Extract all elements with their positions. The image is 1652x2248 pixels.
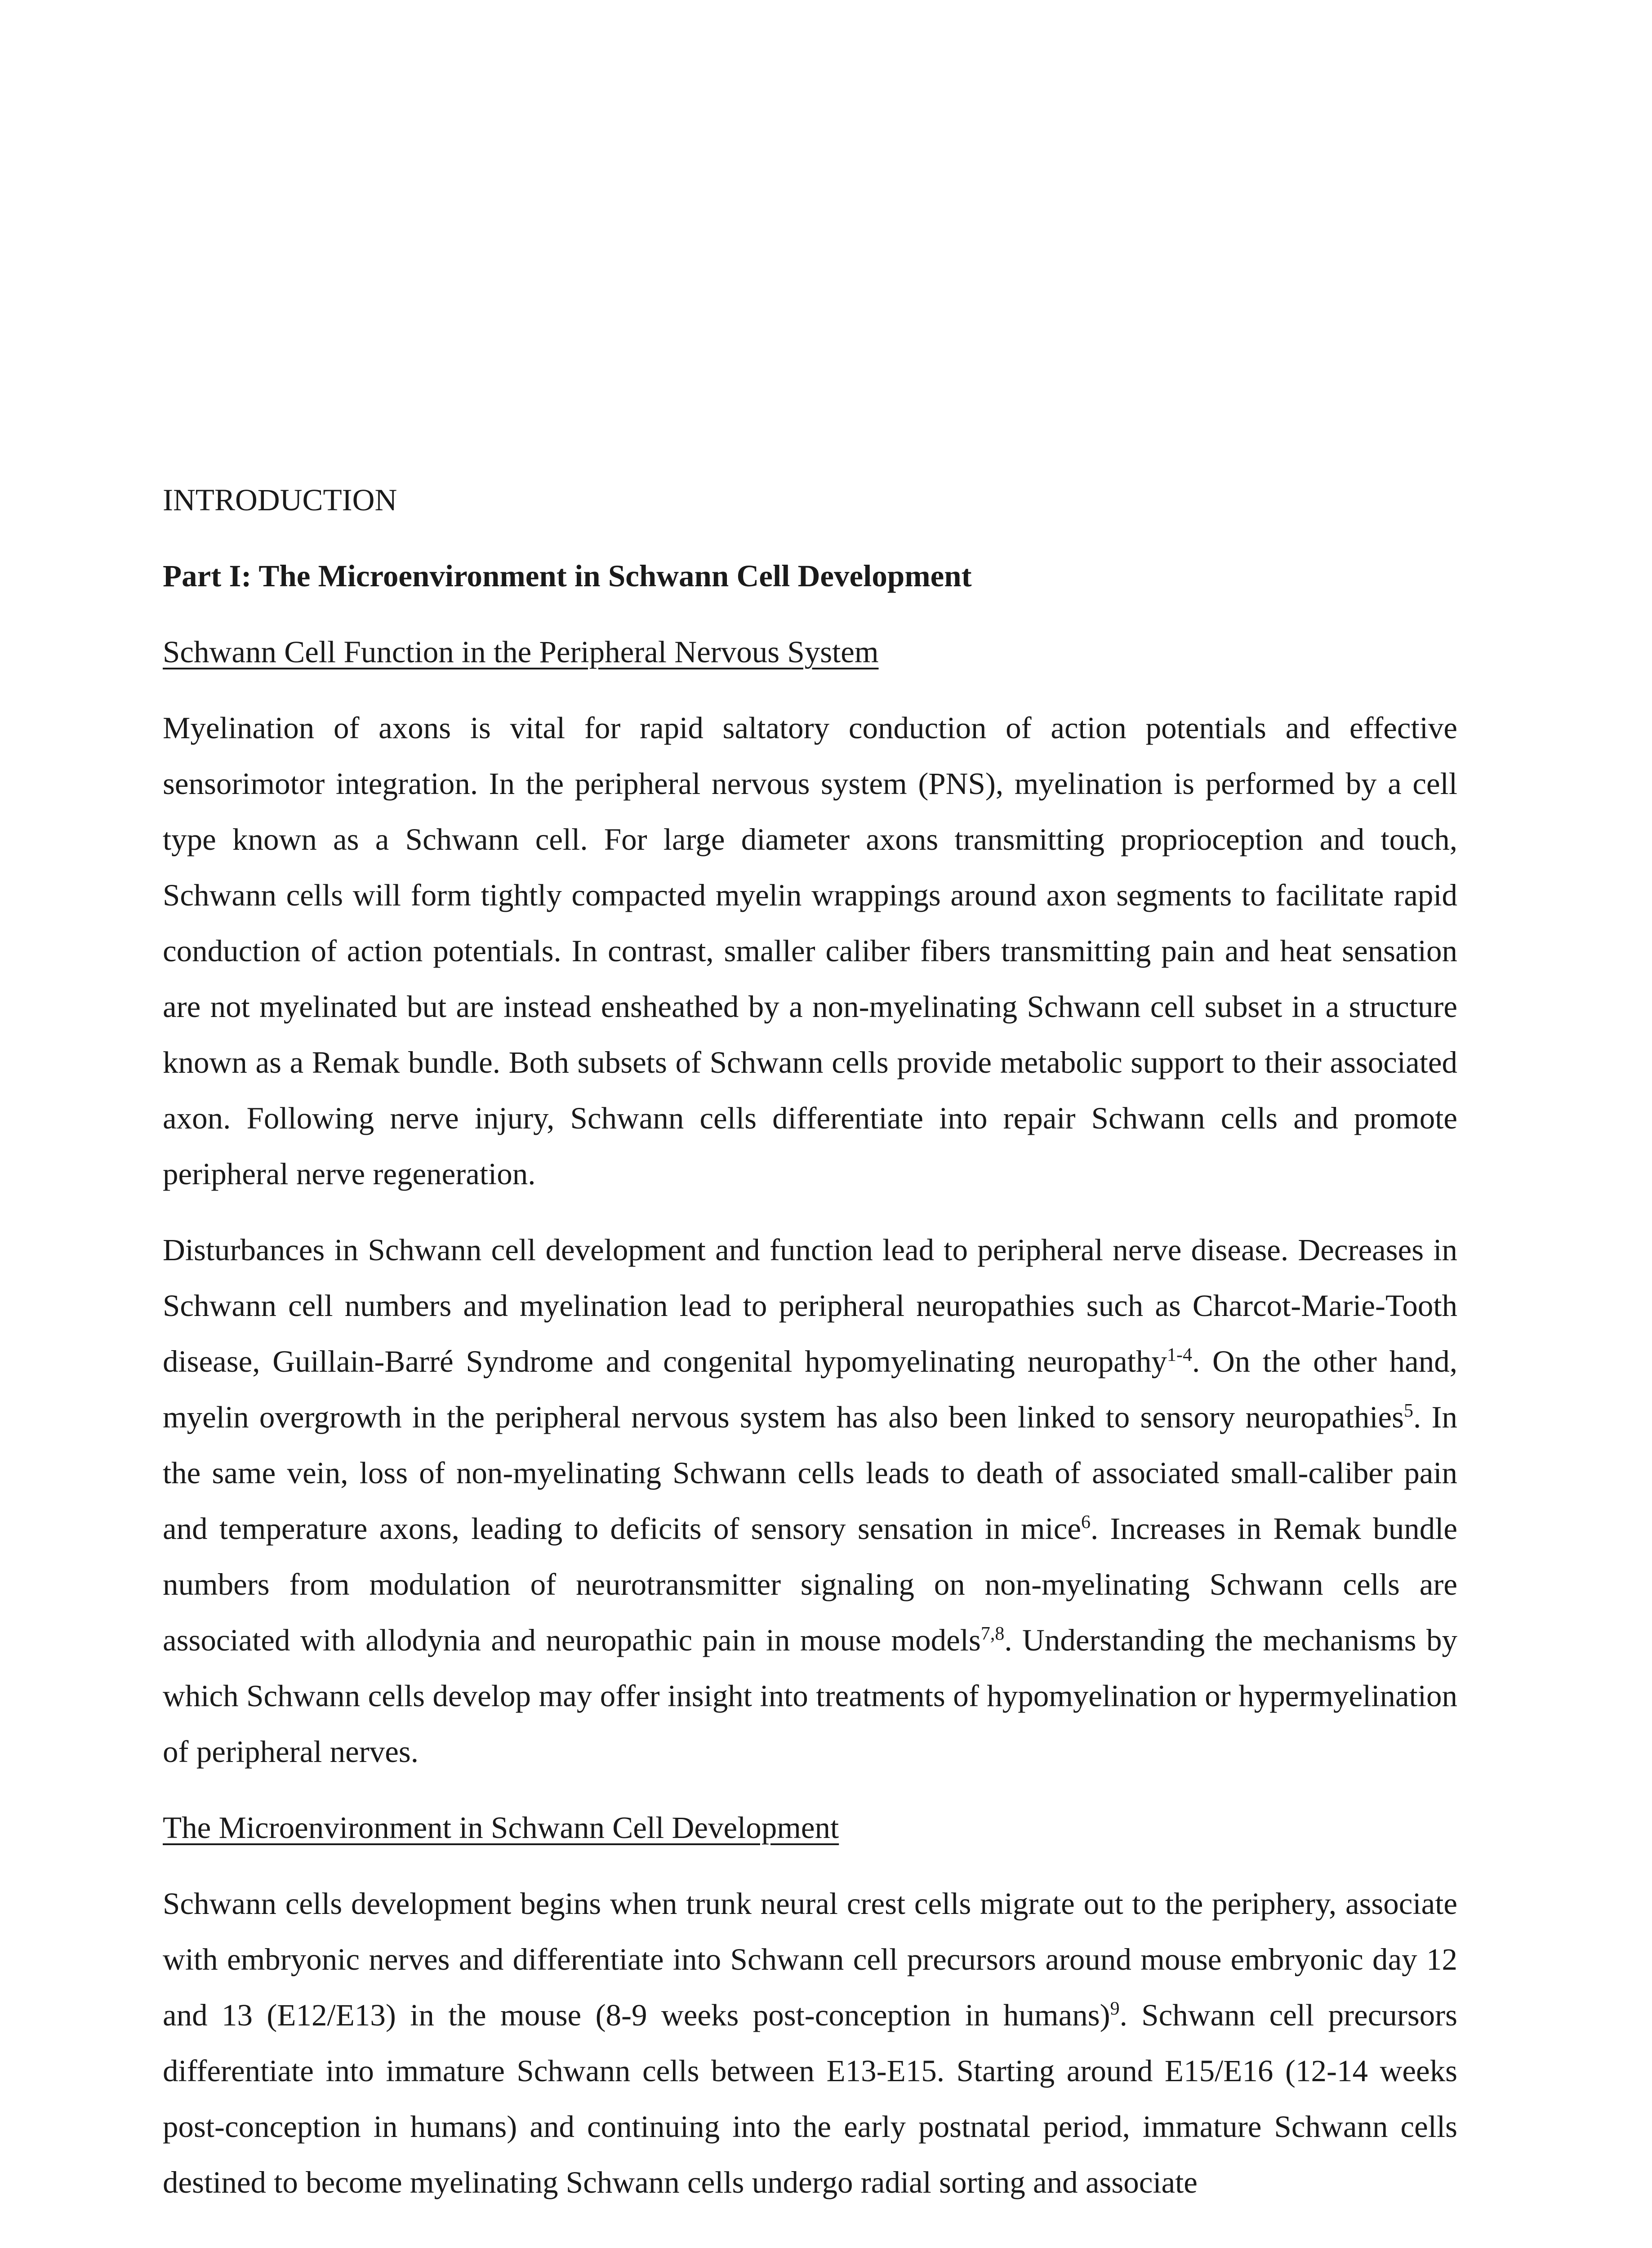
paragraph-myelination: Myelination of axons is vital for rapid saltatory conduction of action potentials and effective sensorimotor integration. In the peripheral nervous system (PNS), myelination is performed by a cell type known as a Schwann cell. For large diameter axons transmitting proprioception and touch, Schwann cells will form tightly compacted myelin wrappings around axon segments to facilitate rapid conduction of action potentials. In contrast, smaller caliber fibers transmitting pain and heat sensation are not myelinated but are instead ensheathed by a non-myelinating Schwann cell subset in a structure known as a Remak bundle. Both subsets of Schwann cells provide metabolic support to their associated axon. Following nerve injury, Schwann cells differentiate into repair Schwann cells and promote peripheral nerve regeneration. [163,711,1457,1191]
section-heading: INTRODUCTION [163,483,397,517]
paragraph-text: . On the other hand, myelin overgrowth in the peripheral nervous system has also been linked to sensory neuropathies [163,1344,1457,1434]
subheading-schwann-cell-function: Schwann Cell Function in the Peripheral Nervous System [163,635,879,669]
paragraph-text: Disturbances in Schwann cell development and function lead to peripheral nerve disease. Decreases in Schwann cell numbers and myelination lead to peripheral neuropathies such as Charcot-Marie-Tooth disease, Guillain-Barré Syndrome and congenital hypomyelinating neuropathy [163,1233,1457,1378]
page-content [163,472,1457,2230]
citation-ref: 5 [1404,1401,1414,1421]
citation-ref: 1-4 [1167,1345,1192,1365]
citation-ref: 6 [1081,1512,1091,1533]
paragraph-text: . Schwann cell precursors differentiate into immature Schwann cells between E13-E15. Starting around E15/E16 (12-14 weeks post-conception in humans) and continuing into the early postnatal period, immature Schwann cells destined to become myelinating Schwann cells undergo radial sorting and associate [163,1998,1458,2199]
paragraph-disturbances [163,1222,1457,1780]
paragraph-text: . In the same vein, loss of non-myelinating Schwann cells leads to death of associated small-caliber pain and temperature axons, leading to deficits of sensory sensation in mice [163,1400,1458,1546]
subheading-microenvironment: The Microenvironment in Schwann Cell Development [163,1811,839,1845]
paragraph-text: . Understanding the mechanisms by which Schwann cells develop may offer insight into treatments of hypomyelination or hypermyelination of peripheral nerves. [163,1623,1458,1769]
paragraph-development [163,1876,1457,2210]
part-heading: Part I: The Microenvironment in Schwann Cell Development [163,559,972,593]
citation-ref: 9 [1110,1998,1120,2019]
paragraph-text: Schwann cells development begins when trunk neural crest cells migrate out to the periphery, associate with embryonic nerves and differentiate into Schwann cell precursors around mouse embryonic day 12 and 13 (E12/E13) in the mouse (8-9 weeks post-conception in humans) [163,1887,1457,2032]
citation-ref: 7,8 [980,1624,1005,1644]
paragraph-text: . Increases in Remak bundle numbers from modulation of neurotransmitter signaling on non-myelinating Schwann cells are associated with allodynia and neuropathic pain in mouse models [163,1512,1457,1657]
